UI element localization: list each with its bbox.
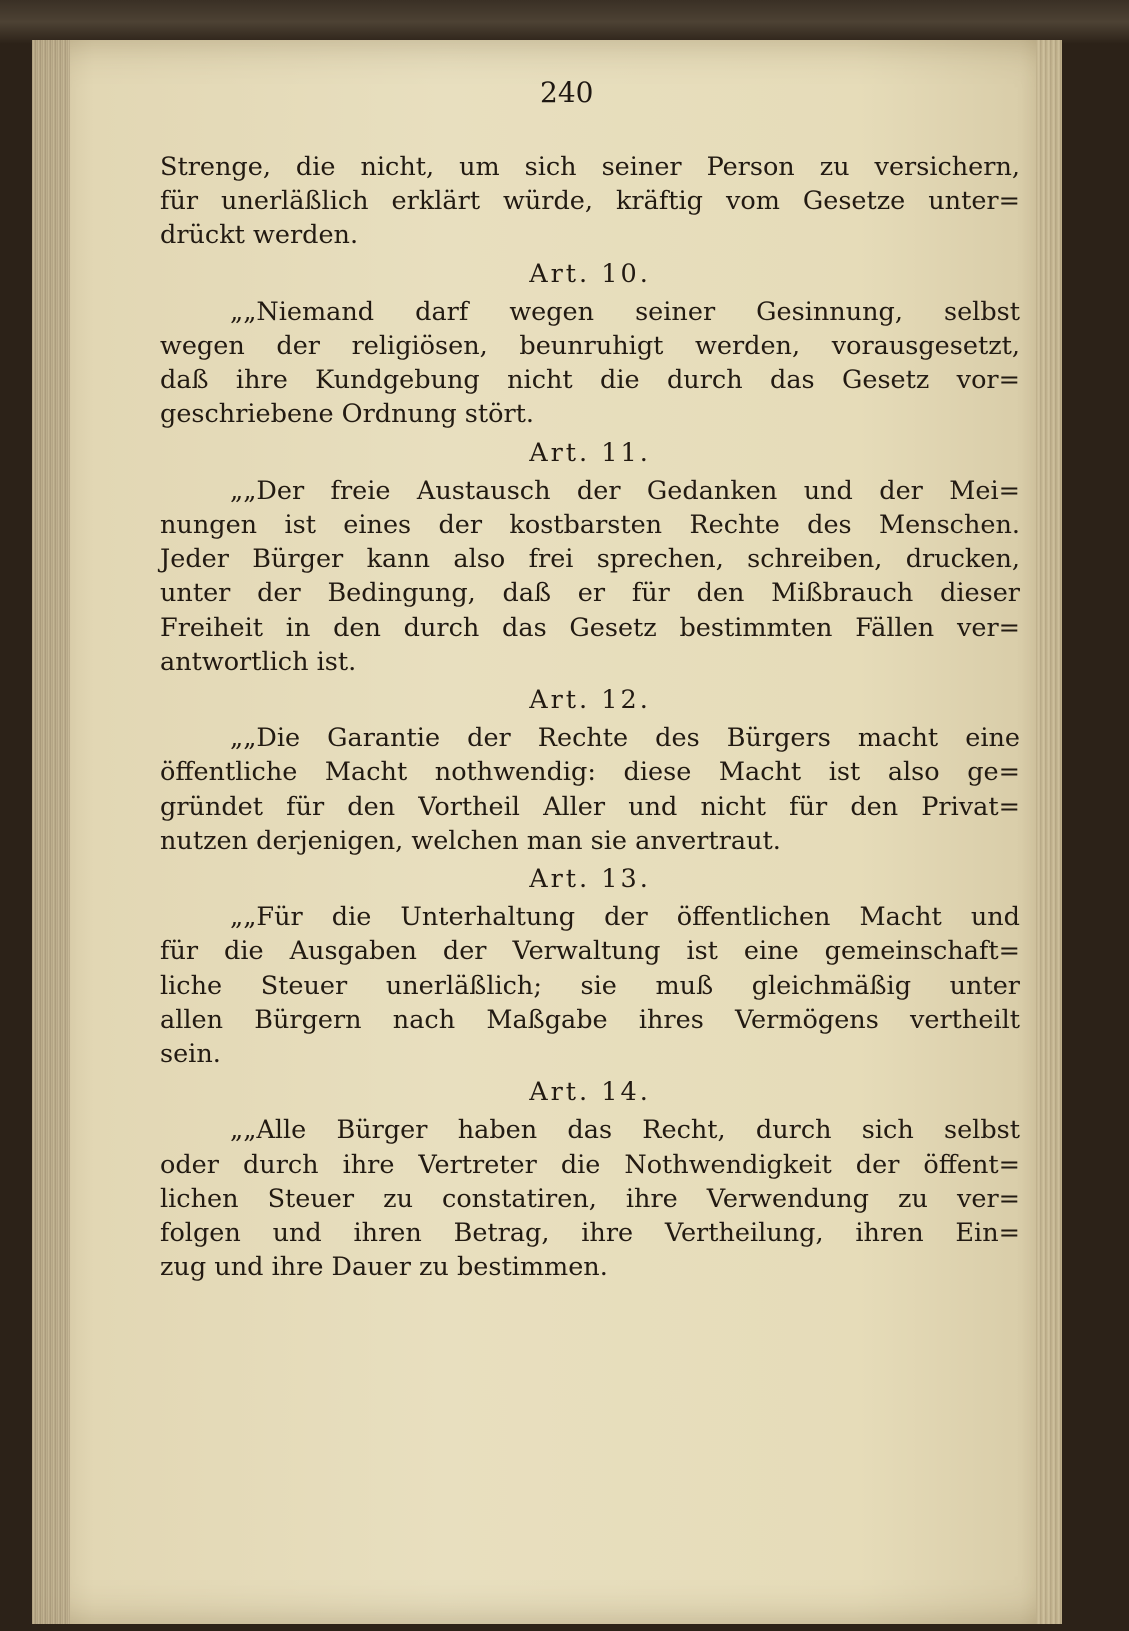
- text-line: wegen der religiösen, beunruhigt werden, vorausgesetzt,: [160, 331, 1020, 362]
- text-line: für unerläßlich erklärt würde, kräftig vom Gesetze unter=: [160, 186, 1020, 217]
- text-line: drückt werden.: [160, 220, 359, 251]
- text-line: geschriebene Ordnung stört.: [160, 399, 535, 430]
- text-line: „„Der freie Austausch der Gedanken und der Mei=: [230, 475, 1020, 506]
- text-line: für die Ausgaben der Verwaltung ist eine gemeinschaft=: [160, 936, 1020, 967]
- article-13: [160, 862, 1020, 1071]
- text-line: sein.: [160, 1039, 221, 1070]
- text-line: antwortlich ist.: [160, 646, 357, 677]
- text-line: „„Niemand darf wegen seiner Gesinnung, selbst: [230, 296, 1020, 327]
- book-spine-shadow: [0, 0, 1129, 44]
- text-line: liche Steuer unerläßlich; sie muß gleichmäßig unter: [160, 970, 1020, 1001]
- text-line: Jeder Bürger kann also frei sprechen, schreiben, drucken,: [160, 544, 1020, 575]
- text-line: folgen und ihren Betrag, ihre Vertheilung, ihren Ein=: [160, 1218, 1020, 1249]
- page-stack-edges: [32, 40, 70, 1624]
- text-line: öffentliche Macht nothwendig: diese Macht ist also ge=: [160, 757, 1020, 788]
- text-line: „„Die Garantie der Rechte des Bürgers macht eine: [230, 723, 1020, 754]
- text-line: „„Alle Bürger haben das Recht, durch sich selbst: [230, 1115, 1020, 1146]
- text-line: gründet für den Vortheil Aller und nicht für den Privat=: [160, 791, 1020, 822]
- text-line: Freiheit in den durch das Gesetz bestimmten Fällen ver=: [160, 612, 1020, 643]
- page-right-edge: [1036, 40, 1062, 1624]
- text-line: daß ihre Kundgebung nicht die durch das Gesetz vor=: [160, 365, 1020, 396]
- text-line: allen Bürgern nach Maßgabe ihres Vermögens vertheilt: [160, 1004, 1020, 1035]
- text-line: unter der Bedingung, daß er für den Mißbrauch dieser: [160, 578, 1020, 609]
- article-heading: Art. 10.: [529, 258, 651, 289]
- article-12: [160, 683, 1020, 858]
- article-heading: Art. 11.: [529, 437, 651, 468]
- article-14: [160, 1075, 1020, 1284]
- article-11: [160, 436, 1020, 679]
- article-heading: Art. 13.: [529, 864, 651, 895]
- text-line: nungen ist eines der kostbarsten Rechte des Menschen.: [160, 510, 1020, 541]
- text-line: zug und ihre Dauer zu bestimmen.: [160, 1252, 608, 1283]
- text-line: nutzen derjenigen, welchen man sie anvertraut.: [160, 825, 781, 856]
- article-heading: Art. 12.: [529, 685, 651, 716]
- text-line: oder durch ihre Vertreter die Nothwendigkeit der öffent=: [160, 1149, 1020, 1180]
- text-line: Strenge, die nicht, um sich seiner Person zu versichern,: [160, 152, 1020, 182]
- article-heading: Art. 14.: [529, 1077, 651, 1108]
- text-line: „„Für die Unterhaltung der öffentlichen Macht und: [230, 902, 1020, 933]
- page-number: 240: [540, 76, 594, 109]
- article-10: [160, 257, 1020, 432]
- paragraph-intro: [160, 150, 1020, 253]
- body-text: [160, 150, 1020, 1285]
- text-line: lichen Steuer zu constatiren, ihre Verwendung zu ver=: [160, 1183, 1020, 1214]
